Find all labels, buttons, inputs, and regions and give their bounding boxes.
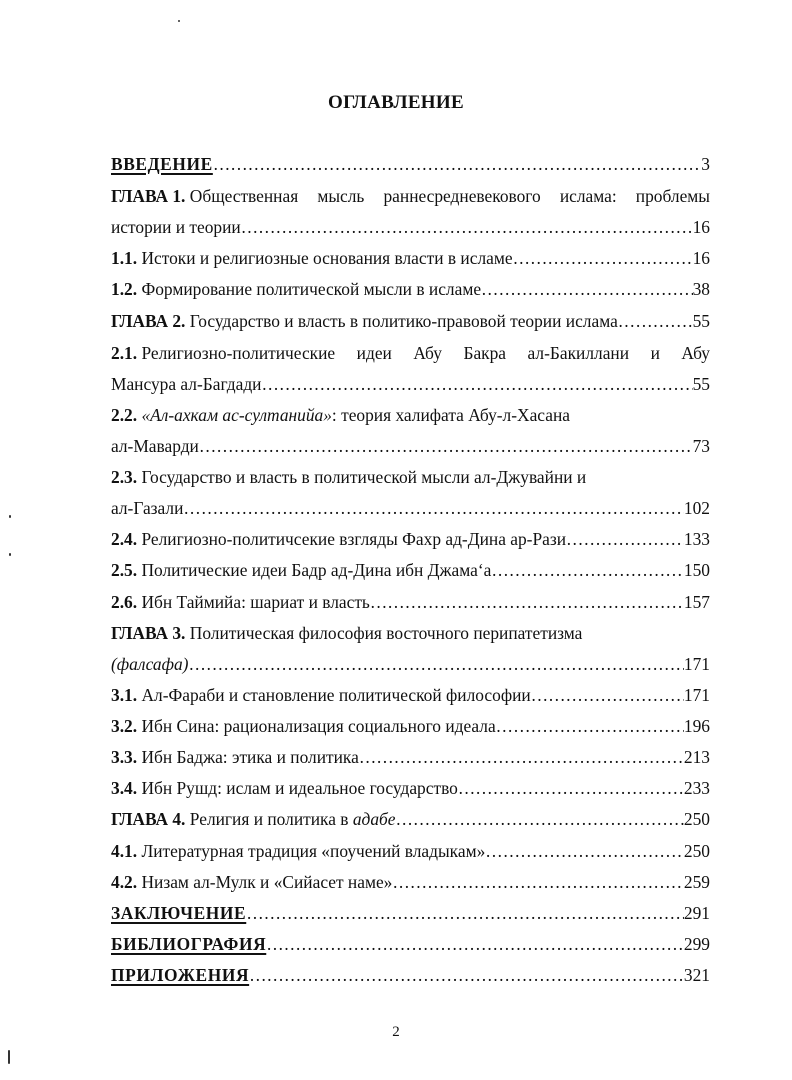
toc-entry-page: 73 (692, 436, 710, 456)
toc-entry-page: 102 (683, 498, 710, 518)
toc-entry-word: Бакра (463, 343, 507, 363)
toc-entry-number: 2.3. (111, 467, 138, 487)
toc-entry-appendices[interactable] (111, 964, 710, 986)
toc-entry-chapter-3-cont[interactable] (111, 653, 710, 675)
toc-entry-word: Абу (681, 343, 710, 363)
toc-entry-page: 259 (683, 872, 710, 892)
scan-speck (178, 20, 180, 22)
dot-leader (485, 840, 684, 862)
toc-entry-title: Государство и власть в политической мысли ал-Джувайни и (141, 467, 587, 487)
toc-entry-title: Ал-Фараби и становление политической философии (141, 685, 531, 705)
toc-entry-number: 3.4. (111, 778, 138, 798)
toc-entry-page: 250 (683, 809, 710, 829)
toc-entry-2-3[interactable] (111, 466, 710, 488)
dot-leader (213, 153, 701, 175)
toc-entry-3-1[interactable] (111, 684, 710, 706)
toc-entry-number: 2.4. (111, 529, 138, 549)
toc-entry-1-1[interactable] (111, 247, 710, 269)
toc-entry-page: 213 (683, 747, 710, 767)
toc-entry-3-2[interactable] (111, 715, 710, 737)
toc-entry-chapter-1-cont[interactable] (111, 216, 710, 238)
toc-entry-word: и (650, 343, 660, 363)
toc-entry-chapter-3[interactable] (111, 622, 710, 644)
toc-entry-conclusion[interactable] (111, 902, 710, 924)
toc-entry-number: ГЛАВА 4. (111, 809, 186, 829)
toc-entry-title: Политическая философия восточного перипатетизма (189, 623, 583, 643)
toc-entry-word: проблемы (635, 186, 710, 206)
toc-entry-page: 55 (692, 311, 710, 331)
toc-entry-page: 171 (683, 654, 710, 674)
toc-entry-word: идеи (356, 343, 392, 363)
toc-entry-title: Ибн Баджа: этика и политика (141, 747, 359, 767)
toc-entry-number: ГЛАВА 2. (111, 311, 186, 331)
toc-entry-title: Ибн Сина: рационализация социального идеала (141, 716, 496, 736)
toc-entry-title: Формирование политической мысли в исламе (141, 279, 482, 299)
dot-leader (199, 435, 693, 457)
toc-entry-number: 2.2. (111, 405, 138, 425)
toc-entry-page: 299 (683, 934, 710, 954)
toc-entry-page: 157 (683, 592, 710, 612)
toc-entry-title-italic: (фалсафа) (111, 654, 189, 674)
toc-entry-word: Религиозно-политические (141, 343, 336, 363)
scan-speck (8, 1050, 10, 1064)
dot-leader (249, 964, 684, 986)
toc-entry-number: 1.1. (111, 248, 138, 268)
toc-entry-page: 196 (683, 716, 710, 736)
dot-leader (481, 278, 693, 300)
dot-leader (618, 310, 693, 332)
toc-entry-page: 250 (683, 841, 710, 861)
toc-entry-bibliography[interactable] (111, 933, 710, 955)
toc-entry-2-4[interactable] (111, 528, 710, 550)
toc-entry-title: ал-Газали (111, 498, 184, 518)
toc-entry-3-4[interactable] (111, 777, 710, 799)
toc-entry-number: ГЛАВА 3. (111, 623, 186, 643)
toc-entry-title: : теория халифата Абу-л-Хасана (331, 405, 570, 425)
dot-leader (266, 933, 684, 955)
toc-entry-2-5[interactable] (111, 559, 710, 581)
toc-entry-page: 171 (683, 685, 710, 705)
dot-leader (183, 497, 683, 519)
toc-entry-page: 321 (683, 965, 710, 985)
dot-leader (396, 808, 684, 830)
toc-entry-title: Ибн Таймийа: шариат и власть (141, 592, 370, 612)
toc-entry-title: Религиозно-политичсекие взгляды Фахр ад-Дина ар-Рази (141, 529, 567, 549)
toc-entry-title-italic: «Ал-ахкам ас-султанийа» (141, 405, 332, 425)
dot-leader (458, 777, 684, 799)
toc-entry-number: 2.1. (111, 343, 138, 363)
toc-entry-2-2-cont[interactable] (111, 435, 710, 457)
toc-entry-number: 2.6. (111, 592, 138, 612)
toc-entry-word: Абу (413, 343, 442, 363)
toc-entry-chapter-1[interactable] (111, 185, 710, 207)
toc-title: ОГЛАВЛЕНИЕ (328, 92, 464, 113)
toc-entry-page: 150 (683, 560, 710, 580)
toc-entry-2-1-cont[interactable] (111, 373, 710, 395)
dot-leader (246, 902, 684, 924)
dot-leader (241, 216, 693, 238)
toc-entry-title: Ибн Рушд: ислам и идеальное государство (141, 778, 458, 798)
toc-entry-page: 3 (701, 154, 710, 174)
toc-entry-title: ПРИЛОЖЕНИЯ (111, 965, 250, 985)
dot-leader (392, 871, 684, 893)
toc-entry-page: 38 (692, 279, 710, 299)
toc-entry-title: Политические идеи Бадр ад-Дина ибн Джама‘а (141, 560, 492, 580)
toc-entry-title-italic: адабе (352, 809, 396, 829)
toc-entry-word: Общественная (189, 186, 299, 206)
dot-leader (359, 746, 684, 768)
toc-entry-title: Религия и политика в (189, 809, 353, 829)
toc-entry-word: мысль (317, 186, 365, 206)
toc-entry-chapter-2[interactable] (111, 310, 710, 332)
toc-entry-title: ВВЕДЕНИЕ (111, 154, 213, 174)
toc-entry-word: ислама: (559, 186, 617, 206)
toc-entry-title: Государство и власть в политико-правовой теории ислама (189, 311, 618, 331)
toc-entry-number: 4.2. (111, 872, 138, 892)
toc-entry-4-1[interactable] (111, 840, 710, 862)
toc-entry-page: 16 (692, 248, 710, 268)
toc-entry-title: Литературная традиция «поучений владыкам» (141, 841, 486, 861)
toc-entry-word: ал-Бакиллани (527, 343, 630, 363)
toc-entry-page: 291 (683, 903, 710, 923)
toc-entry-page: 55 (692, 374, 710, 394)
dot-leader (513, 247, 693, 269)
toc-entry-2-1[interactable] (111, 342, 710, 364)
toc-entry-number: 3.2. (111, 716, 138, 736)
toc-entry-title: ЗАКЛЮЧЕНИЕ (111, 903, 247, 923)
toc-entry-3-3[interactable] (111, 746, 710, 768)
toc-entry-title: истории и теории (111, 217, 241, 237)
toc-entry-page: 133 (683, 529, 710, 549)
toc-entry-word: раннесредневекового (383, 186, 541, 206)
dot-leader (188, 653, 683, 675)
dot-leader (370, 591, 684, 613)
toc-entry-number: 4.1. (111, 841, 138, 861)
scan-speck (9, 553, 11, 556)
dot-leader (531, 684, 684, 706)
toc-entry-page: 16 (692, 217, 710, 237)
toc-entry-chapter-4[interactable] (111, 808, 710, 830)
dot-leader (491, 559, 684, 581)
toc-entry-title: БИБЛИОГРАФИЯ (111, 934, 267, 954)
toc-entry-title: Истоки и религиозные основания власти в исламе (141, 248, 513, 268)
toc-entry-1-2[interactable] (111, 278, 710, 300)
toc-entry-title: ал-Маварди (111, 436, 199, 456)
toc-entry-number: 3.3. (111, 747, 138, 767)
dot-leader (566, 528, 684, 550)
toc-entry-title: Мансура ал-Багдади (111, 374, 262, 394)
toc-entry-4-2[interactable] (111, 871, 710, 893)
toc-entry-number: 1.2. (111, 279, 138, 299)
toc-entry-number: ГЛАВА 1. (111, 186, 186, 206)
toc-entry-page: 233 (683, 778, 710, 798)
toc-entry-intro[interactable] (111, 153, 710, 175)
dot-leader (261, 373, 692, 395)
page-number: 2 (392, 1024, 400, 1040)
toc-entry-number: 2.5. (111, 560, 138, 580)
toc-entry-title: Низам ал-Мулк и «Сийасет наме» (141, 872, 393, 892)
toc-entry-2-3-cont[interactable] (111, 497, 710, 519)
toc-entry-number: 3.1. (111, 685, 138, 705)
toc-entry-2-2[interactable] (111, 404, 710, 426)
dot-leader (496, 715, 684, 737)
toc-entry-2-6[interactable] (111, 591, 710, 613)
scan-speck (9, 515, 11, 518)
